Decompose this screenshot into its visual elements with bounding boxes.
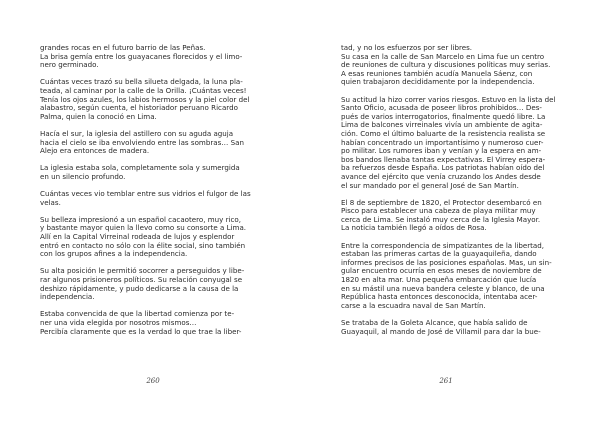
paragraph: Hacía el sur, la iglesia del astillero con su aguda aguja hacia el cielo se iba envolviendo entre las sombras… San Alejo era entonces de madera. (40, 128, 244, 156)
paragraph: Su actitud la hizo correr varios riesgos. Estuvo en la lista del Santo Oficio, acusada de poseer libros prohibidos… Des- pués de varios interrogatorios, finalmente quedó libre. La Lima de balcones virreinales vivía un ambiente de agita- ción. Como el último baluarte de la resistencia realista se habían concentrado un importantísimo y numeroso cuer- po militar. Los rumores iban y venían y la espera en am- bos bandos llenaba tantas expectativas. El Virrey espera- ba refuerzos desde España. Los patriotas habían oído del avance del ejército que venía cruzando los Andes desde el sur mandado por el general José de San Martín. (341, 94, 556, 190)
page-number: 260 (146, 377, 160, 385)
paragraph: Cuántas veces trazó su bella silueta delgada, la luna pla- teada, al caminar por la calle de la Orilla. ¡Cuántas veces! Tenía los ojos azules, los labios hermosos y la piel color del alabastro, según cuenta, el historiador peruano Ricardo Palma, quien la conoció en Lima. (40, 77, 250, 121)
right-page-text (341, 44, 563, 336)
paragraph: grandes rocas en el futuro barrio de las Peñas. La brisa gemía entre los guayacanes florecidos y el limo- nero germinado. (40, 43, 243, 70)
paragraph: Estaba convencida de que la libertad comienza por te- ner una vida elegida por nosotros mismos… Percibía claramente que es la verdad lo que trae la liber- (40, 309, 242, 336)
paragraph: Su alta posición le permitió socorrer a perseguidos y libe- rar algunos prisioneros políticos. Su relación conyugal se deshizo rápidamente, y pudo dedicarse a la causa de la independencia. (40, 266, 245, 302)
right-page (300, 0, 600, 425)
left-page-text (40, 44, 262, 336)
paragraph: El 8 de septiembre de 1820, el Protector desembarcó en Pisco para establecer una cabeza de playa militar muy cerca de Lima. Se instaló muy cerca de la Iglesia Mayor. La noticia también llegó a oídos de Rosa. (341, 197, 542, 233)
page-number: 261 (439, 377, 453, 385)
paragraph: La iglesia estaba sola, completamente sola y sumergida en un silencio profundo. (40, 163, 240, 181)
paragraph: Cuántas veces vio temblar entre sus vidrios el fulgor de las velas. (40, 189, 251, 207)
paragraph: Se trataba de la Goleta Alcance, que había salido de Guayaquil, al mando de José de Villamil para dar la bue- (341, 318, 541, 336)
paragraph: tad, y no los esfuerzos por ser libres. Su casa en la calle de San Marcelo en Lima fue un centro de reuniones de cultura y discusiones políticas muy serias. A esas reuniones también acudía Manuela Sáenz, con quien trabajaron decididamente por la independencia. (341, 43, 551, 87)
paragraph: Entre la correspondencia de simpatizantes de la libertad, estaban las primeras cartas de la guayaquileña, dando informes precisos de las posiciones españolas. Mas, un sin- gular encuentro ocurría en esos meses de noviembre de 1820 en alta mar. Una pequeña embarcación que lucía en su mástil una nueva bandera celeste y blanco, de una República hasta entonces desconocida, intentaba acer- carse a la escuadra naval de San Martín. (341, 240, 552, 310)
paragraph: Su belleza impresionó a un español cacaotero, muy rico, y bastante mayor quien la llevo como su consorte a Lima. Allí en la Capital Virreinal rodeada de lujos y esplendor entró en contacto no sólo con la élite social, sino también con los grupos afines a la independencia. (40, 214, 247, 259)
